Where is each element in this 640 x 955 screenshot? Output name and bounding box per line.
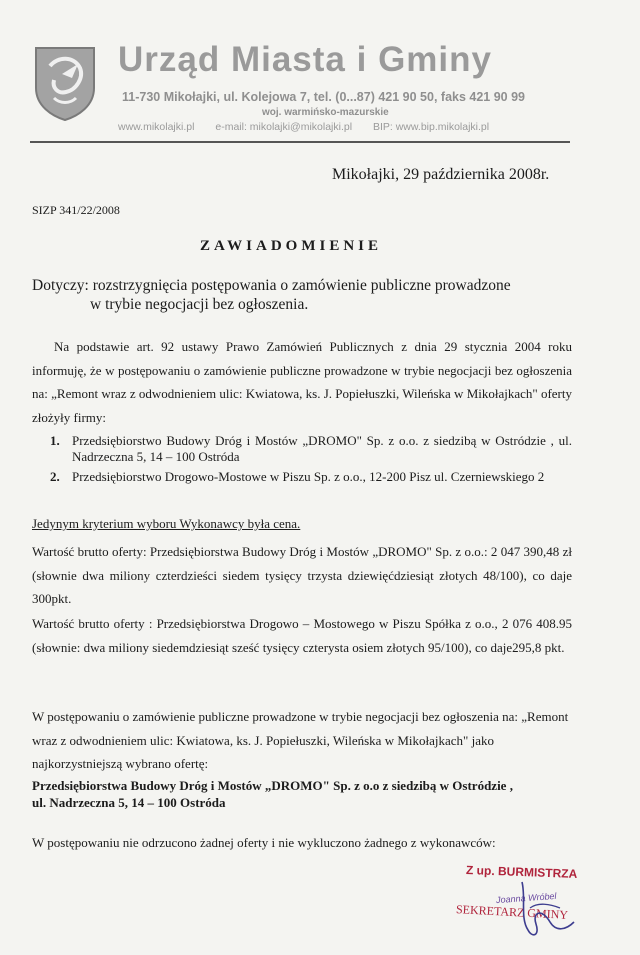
selection-criterion: Jedynym kryterium wyboru Wykonawcy była cena.: [32, 516, 301, 531]
intro-paragraph: Na podstawie art. 92 ustawy Prawo Zamówień Publicznych z dnia 29 stycznia 2004 roku informuję, że w postępowaniu o zamówienie publiczne prowadzone w trybie negocjacji bez ogłoszenia na: „Remont wraz z odwodnieniem ulic: Kwiatowa, ks. J. Popiełuszki, Wileńska w Mikołajkach" oferty złożyły firmy:: [32, 339, 572, 425]
bip-link[interactable]: BIP: www.bip.mikolajki.pl: [372, 121, 490, 133]
stamp-signature-name: Joanna Wróbel: [495, 890, 557, 906]
handwritten-signature: [470, 878, 620, 953]
final-statement: W postępowaniu nie odrzucono żadnej oferty i nie wykluczono żadnego z wykonawców:: [32, 835, 496, 850]
letterhead-title: Urząd Miasta i Gminy: [118, 40, 492, 79]
website-link[interactable]: www.mikolajki.pl: [118, 121, 195, 133]
reference-number: SIZP 341/22/2008: [32, 203, 120, 217]
document-heading: ZAWIADOMIENIE: [200, 238, 383, 254]
list-item-number: 1.: [50, 433, 60, 448]
selection-paragraph: W postępowaniu o zamówienie publiczne prowadzone w trybie negocjacji bez ogłoszenia na: „Remont wraz z odwodnieniem ulic: Kwiatowa, ks. J. Popiełuszki, Wileńska w Mikołajkach" jako najkorzystniejszą wybrano ofertę:: [32, 709, 569, 771]
list-item-text: Przedsiębiorstwo Drogowo-Mostowe w Piszu Sp. z o.o., 12-200 Pisz ul. Czerniewskiego 2: [72, 469, 545, 484]
subject-line-1: Dotyczy: rozstrzygnięcia postępowania o zamówienie publiczne prowadzone: [32, 277, 511, 294]
letterhead-region: woj. warmińsko-mazurskie: [262, 107, 389, 118]
winning-bidder: [32, 777, 577, 811]
list-item: [50, 433, 572, 465]
winner-line-1: Przedsiębiorstwa Budowy Dróg i Mostów „DROMO" Sp. z o.o z siedzibą w Ostródzie ,: [32, 778, 513, 793]
bidders-list: [50, 433, 572, 489]
offer-2-value: Wartość brutto oferty : Przedsiębiorstwa Drogowo – Mostowego w Piszu Spółka z o.o., 2 076 408.95 (słownie: dwa miliony siedemdziesiąt sześć tysięcy czterysta osiem złotych 95/100), co daje295,8 pkt.: [32, 616, 572, 655]
subject: [32, 276, 572, 314]
stamp-line-2: SEKRETARZ GMINY: [455, 902, 569, 922]
winner-line-2: ul. Nadrzeczna 5, 14 – 100 Ostróda: [32, 795, 226, 810]
list-item: [50, 469, 572, 485]
letterhead-divider: [30, 141, 570, 143]
stamp-line-1: Z up. BURMISTRZA: [465, 863, 578, 881]
list-item-number: 2.: [50, 469, 60, 484]
offer-1-value: Wartość brutto oferty: Przedsiębiorstwa Budowy Dróg i Mostów „DROMO" Sp. z o.o.: 2 047 390,48 zł (słownie dwa miliony czterdzieści siedem tysięcy trzysta dziewięćdziesiąt złotych 48/100), co daje 300pkt.: [32, 544, 572, 606]
subject-line-2: w trybie negocjacji bez ogłoszenia.: [90, 296, 309, 313]
letterhead-address: 11-730 Mikołajki, ul. Kolejowa 7, tel. (0...87) 421 90 50, faks 421 90 99: [122, 90, 526, 104]
email-link[interactable]: e-mail: mikolajki@mikolajki.pl: [215, 121, 353, 133]
city-crest-icon: [32, 44, 98, 122]
letterhead-links: [118, 121, 507, 133]
date-line: Mikołajki, 29 października 2008r.: [332, 166, 550, 183]
list-item-text: Przedsiębiorstwo Budowy Dróg i Mostów „DROMO" Sp. z o.o. z siedzibą w Ostródzie , ul. Nadrzeczna 5, 14 – 100 Ostróda: [72, 433, 572, 464]
